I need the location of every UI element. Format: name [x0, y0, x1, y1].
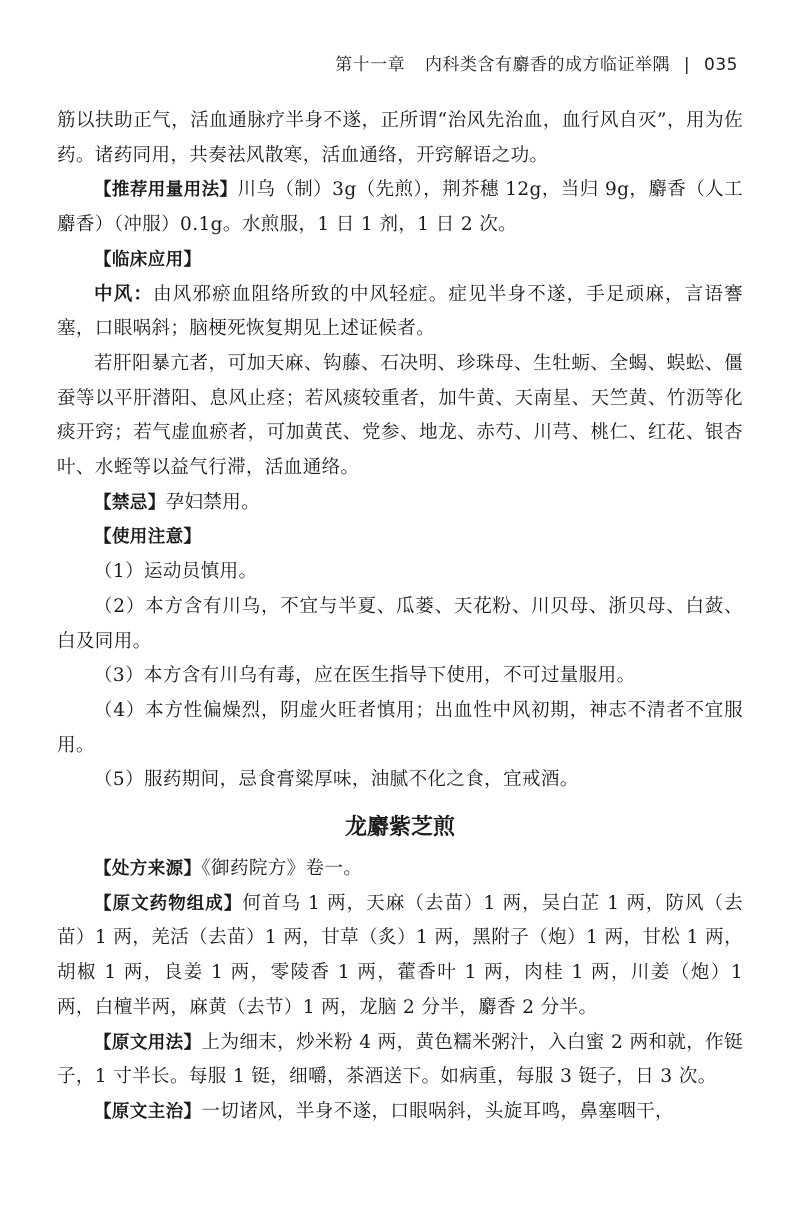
formula-title: 龙麝紫芝煎 [344, 814, 455, 841]
precautions-label: 【使用注意】 [94, 527, 202, 548]
running-header [335, 50, 738, 75]
stroke-label: 中风： [94, 283, 154, 305]
indications-label: 【原文主治】 [94, 1101, 202, 1122]
indications-paragraph [57, 1095, 743, 1130]
dosage-label: 【推荐用量用法】 [94, 180, 238, 201]
source-text: 《御药院方》卷一。 [201, 858, 363, 880]
clinical-heading [57, 243, 743, 278]
page-body [57, 104, 743, 1130]
precaution-item: （1）运动员慎用。 [94, 561, 258, 583]
precautions-heading [57, 520, 743, 555]
indications-text: 一切诸风，半身不遂，口眼㖞斜，头旋耳鸣，鼻塞咽干， [201, 1100, 674, 1122]
dosage-text: 川乌（制）3g（先煎），荆芥穗 12g，当归 9g，麝香（人工麝香）（冲服）0.1g。水煎服，1 日 1 剂，1 日 2 次。 [57, 179, 743, 236]
usage-label: 【原文用法】 [94, 1032, 202, 1053]
source-label: 【处方来源】 [94, 859, 202, 880]
usage-text: 上为细末，炒米粉 4 两，黄色糯米粥汁，入白蜜 2 两和就，作铤子，1 寸半长。每服 1 铤，细嚼，茶酒送下。如病重，每服 3 铤子，日 3 次。 [57, 1031, 743, 1088]
clinical-label: 【临床应用】 [94, 249, 202, 270]
source-paragraph [57, 852, 743, 887]
contraindication-paragraph [57, 486, 743, 521]
stroke-text: 由风邪瘀血阻络所致的中风轻症。症见半身不遂，手足顽麻，言语謇塞，口眼㖞斜；脑梗死恢复期见上述证候者。 [57, 283, 743, 340]
composition-paragraph [57, 887, 743, 1026]
composition-text: 何首乌 1 两，天麻（去苗）1 两，吴白芷 1 两，防风（去苗）1 两，羌活（去苗）1 两，甘草（炙）1 两，黑附子（炮）1 两，甘松 1 两，胡椒 1 两，良姜 1 两，零陵香 1 两，藿香叶 1 两，肉桂 1 两，川姜（炮）1 两，白檀半两，麻黄（去节）1 两，龙脑 2 分半，麝香 2 分半。 [57, 892, 744, 1018]
chapter-number: 第十一章 [335, 55, 406, 75]
contraindication-label: 【禁忌】 [94, 492, 166, 513]
chapter-title: 内科类含有麝香的成方临证举隅 [425, 55, 670, 75]
clinical-stroke-paragraph [57, 278, 743, 347]
dosage-paragraph [57, 173, 743, 242]
precaution-item: （3）本方含有川乌有毒，应在医生指导下使用，不可过量服用。 [94, 665, 636, 687]
precaution-item: （2）本方含有川乌，不宜与半夏、瓜蒌、天花粉、川贝母、浙贝母、白蔹、白及同用。 [57, 595, 743, 652]
precaution-item: （4）本方性偏燥烈，阴虚火旺者慎用；出血性中风初期，神志不清者不宜服用。 [57, 699, 743, 756]
precaution-item: （5）服药期间，忌食膏粱厚味，油腻不化之食，宜戒酒。 [94, 769, 579, 791]
composition-label: 【原文药物组成】 [94, 893, 243, 914]
usage-paragraph [57, 1026, 743, 1095]
header-separator: | [683, 55, 691, 75]
page-number: 035 [704, 55, 738, 75]
continued-paragraph: 筋以扶助正气，活血通脉疗半身不遂，正所谓“治风先治血，血行风自灭”，用为佐药。诸药同用，共奏祛风散寒，活血通络，开窍解语之功。 [57, 110, 743, 166]
contraindication-text: 孕妇禁用。 [165, 491, 261, 513]
modifications-paragraph: 若肝阳暴亢者，可加天麻、钩藤、石决明、珍珠母、生牡蛎、全蝎、蜈蚣、僵蚕等以平肝潜阳、息风止痉；若风痰较重者，加牛黄、天南星、天竺黄、竹沥等化痰开窍；若气虚血瘀者，可加黄芪、党参、地龙、赤芍、川芎、桃仁、红花、银杏叶、水蛭等以益气行滞，活血通络。 [57, 352, 743, 479]
